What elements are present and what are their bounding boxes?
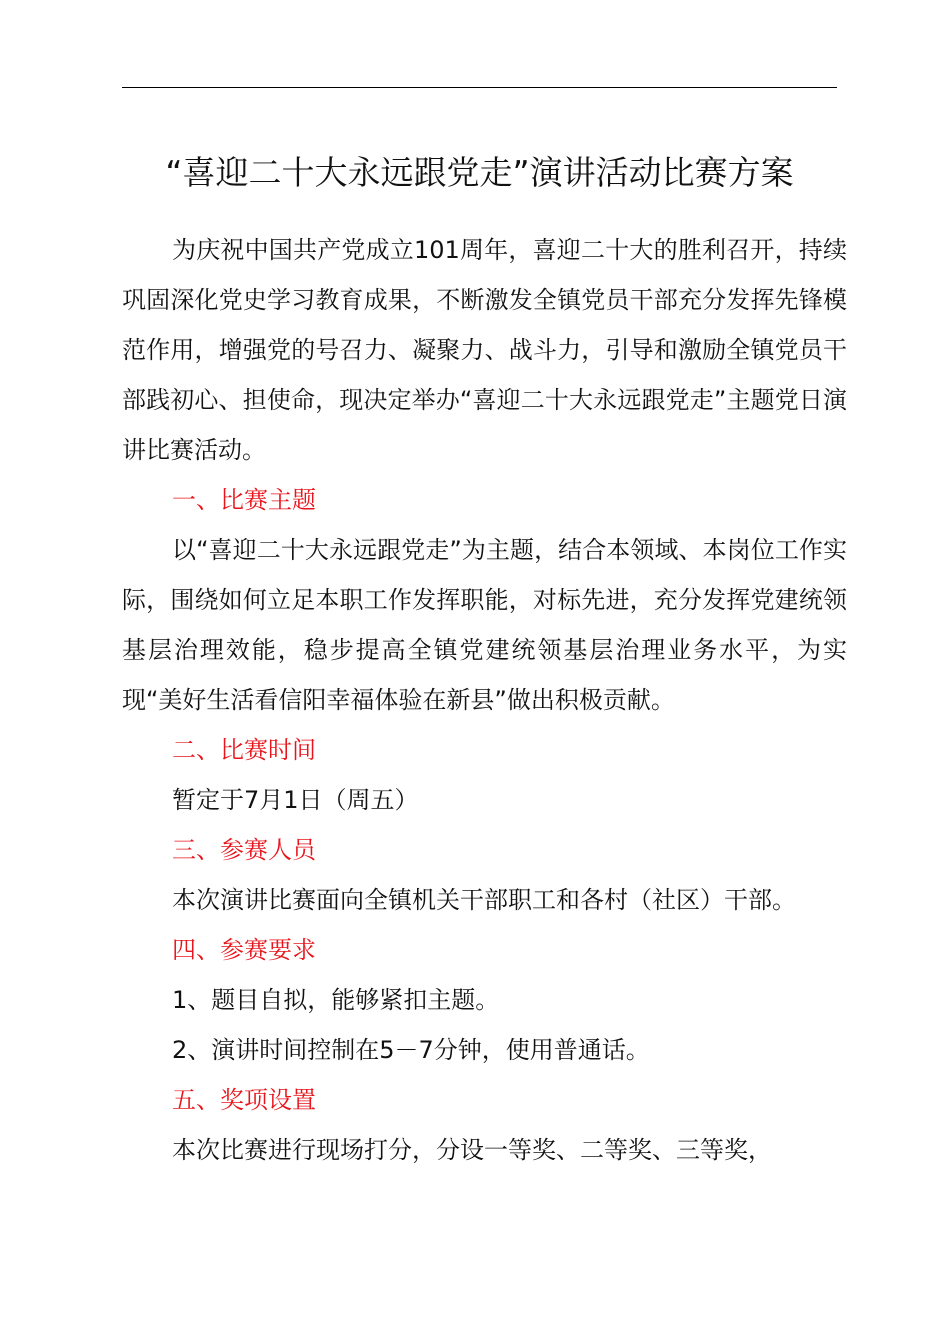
section-body-participants: 本次演讲比赛面向全镇机关干部职工和各村（社区）干部。 (172, 886, 796, 914)
requirement-item-2: 2、演讲时间控制在5－7分钟，使用普通话。 (172, 1036, 650, 1064)
section-body-awards: 本次比赛进行现场打分，分设一等奖、二等奖、三等奖， (172, 1136, 772, 1164)
section-heading-participants: 三、参赛人员 (172, 836, 316, 864)
section-heading-time: 二、比赛时间 (172, 736, 316, 764)
requirement-item-1: 1、题目自拟，能够紧扣主题。 (172, 986, 500, 1014)
document-body (122, 225, 847, 1175)
header-rule (122, 87, 837, 88)
section-heading-theme: 一、比赛主题 (172, 486, 316, 514)
document-title: “喜迎二十大永远跟党走”演讲活动比赛方案 (165, 153, 794, 192)
section-body-time: 暂定于7月1日（周五） (172, 786, 419, 814)
section-heading-requirements: 四、参赛要求 (172, 936, 316, 964)
section-heading-awards: 五、奖项设置 (172, 1086, 316, 1114)
section-body-theme: 以“喜迎二十大永远跟党走”为主题，结合本领域、本岗位工作实际，围绕如何立足本职工作发挥职能，对标先进，充分发挥党建统领基层治理效能，稳步提高全镇党建统领基层治理业务水平，为实现“美好生活看信阳幸福体验在新县”做出积极贡献。 (122, 536, 847, 714)
intro-paragraph: 为庆祝中国共产党成立101周年，喜迎二十大的胜利召开，持续巩固深化党史学习教育成果，不断激发全镇党员干部充分发挥先锋模范作用，增强党的号召力、凝聚力、战斗力，引导和激励全镇党员干部践初心、担使命，现决定举办“喜迎二十大永远跟党走”主题党日演讲比赛活动。 (122, 236, 847, 464)
